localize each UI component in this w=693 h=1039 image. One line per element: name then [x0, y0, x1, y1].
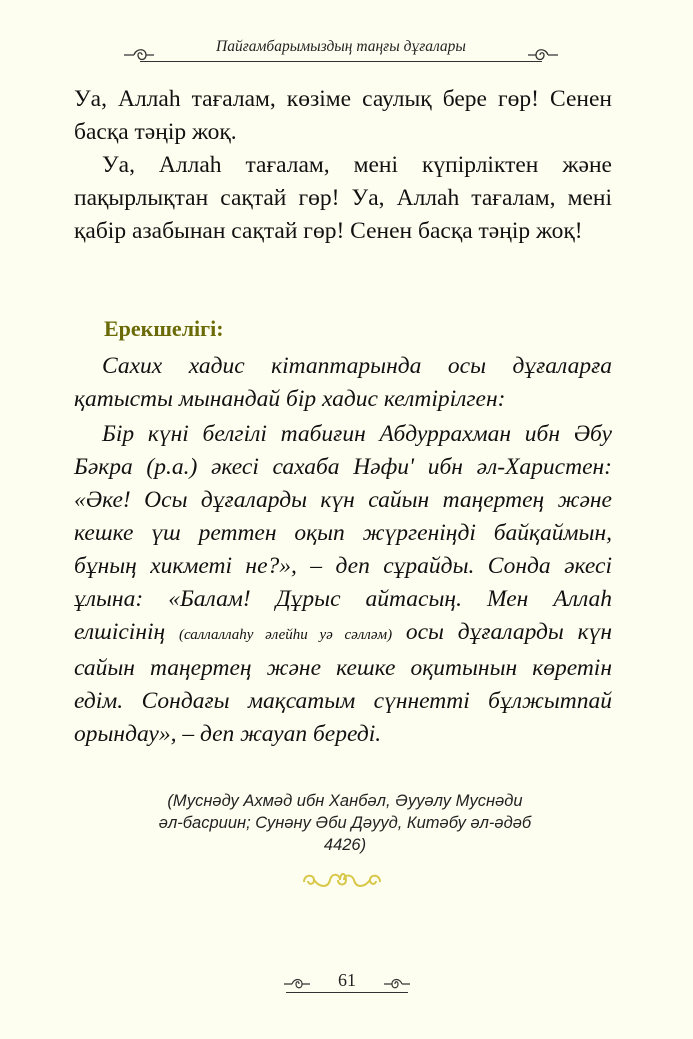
citation-line-3: 4426) — [323, 836, 367, 854]
citation — [110, 790, 580, 856]
feature-heading: Ерекшелігі: — [104, 316, 224, 341]
header-title: Пайғамбарымыздың таңғы дұғалары — [216, 38, 466, 55]
italic-paragraph-1 — [74, 350, 612, 416]
swirl-ornament-icon — [526, 46, 560, 64]
page-number: 61 — [338, 970, 356, 990]
citation-line-1: (Муснәду Ахмәд ибн Ханбәл, Әууәлу Муснәди — [167, 792, 523, 810]
running-header — [122, 36, 560, 66]
hadith-text-part-1: Бір күні белгілі табиғин Абдуррахман ибн Әбу Бәкра (р.а.) әкесі сахаба Нәфи' ибн әл-Харистен: «Әке! Осы дұғаларды күн сайын таңертең және кешке үш реттен оқып жүргеніңді байқаймын, бұның хикметі не?», – деп сұрайды. Сонда әкесі ұлына: «Балам! Дұрыс айтасың. Мен Аллаһ елшісінің — [74, 421, 612, 645]
salawat-phrase: (саллаллаһу әлейһи уә сәлләм) — [178, 627, 393, 643]
paragraph-1-text: Уа, Аллаһ тағалам, көзіме саулық бере гөр! Сенен басқа тәңір жоқ. — [74, 86, 612, 145]
header-rule — [140, 61, 542, 62]
page-footer — [282, 970, 412, 1000]
paragraph-1 — [74, 83, 612, 149]
italic-paragraph-2 — [74, 418, 612, 751]
paragraph-2 — [74, 149, 612, 248]
italic-paragraph-1-text: Сахих хадис кітаптарында осы дұғаларға қатысты мынандай бір хадис келтірілген: — [74, 353, 612, 412]
footer-rule — [286, 992, 408, 993]
citation-line-2: әл-басриин; Сунәну Әби Дәууд, Китәбу әл-әдәб — [158, 814, 532, 832]
italic-paragraph-2-text — [74, 418, 612, 751]
paragraph-2-text: Уа, Аллаһ тағалам, мені күпірліктен және пақырлықтан сақтай гөр! Уа, Аллаһ тағалам, мені қабір азабынан сақтай гөр! Сенен басқа тәңір жоқ! — [74, 152, 612, 244]
hadith-text-part-2: осы дұғаларды күн сайын таңертең және кешке оқитынын көретін едім. Сондағы мақсатым сүннетті бұлжытпай орындау», – деп жауап береді. — [74, 619, 613, 747]
swirl-ornament-icon — [382, 976, 412, 992]
decorative-divider-icon — [300, 868, 384, 892]
